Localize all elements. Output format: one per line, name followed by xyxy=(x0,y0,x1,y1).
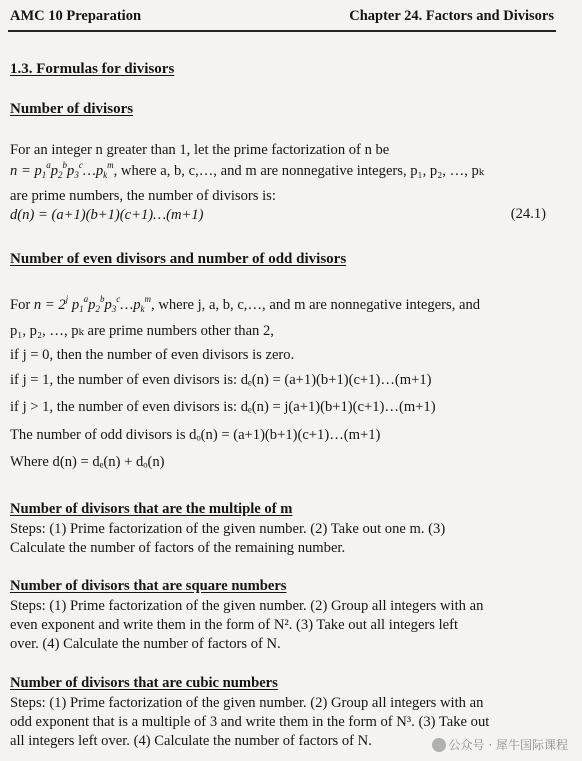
s2-line-3: if j = 0, then the number of even divisors is zero. xyxy=(10,347,295,363)
watermark-text: 公众号 · 犀牛国际课程 xyxy=(448,738,568,752)
heading-multiple-of-m: Number of divisors that are the multiple of m xyxy=(10,501,293,517)
s5-line-2: odd exponent that is a multiple of 3 and write them in the form of N³. (3) Take out xyxy=(10,714,490,730)
s1-line-2-text: , where a, b, c,…, and m are nonnegative integers, p₁, p₂, …, pₖ xyxy=(113,163,485,179)
heading-cubic-divisors: Number of divisors that are cubic numbers xyxy=(10,675,278,691)
s5-line-3: all integers left over. (4) Calculate the number of factors of N. xyxy=(10,733,372,749)
equation-number: (24.1) xyxy=(510,206,546,222)
s3-line-1: Steps: (1) Prime factorization of the given number. (2) Take out one m. (3) xyxy=(10,521,446,537)
s2-line-2: p₁, p₂, …, pₖ are prime numbers other than 2, xyxy=(10,323,274,339)
even-odd-factorization: $n = 2^j$ $p_1^ap_2^bp_3^c\dots p_k^m$ xyxy=(33,294,152,314)
divisor-count-formula: d(n) = (a+1)(b+1)(c+1)…(m+1) xyxy=(10,207,204,223)
s2-line-1-text: , where j, a, b, c,…, and m are nonnegative integers, and xyxy=(151,297,481,313)
prime-factorization-formula: $n = p_1^ap_2^bp_3^c\dots p_k^m$ xyxy=(10,160,114,180)
heading-square-divisors: Number of divisors that are square numbers xyxy=(10,578,287,594)
s2-line-7: Where d(n) = dₑ(n) + dₒ(n) xyxy=(10,454,165,470)
watermark xyxy=(432,736,568,753)
s1-line-3: are prime numbers, the number of divisors is: xyxy=(10,188,276,204)
s5-line-1: Steps: (1) Prime factorization of the given number. (2) Group all integers with an xyxy=(10,695,484,711)
s2-line-5: if j > 1, the number of even divisors is: dₑ(n) = j(a+1)(b+1)(c+1)…(m+1) xyxy=(10,399,436,415)
wechat-icon xyxy=(432,738,446,752)
heading-even-odd-divisors: Number of even divisors and number of odd divisors xyxy=(10,251,347,267)
heading-number-of-divisors: Number of divisors xyxy=(10,101,134,117)
s2-line-4: if j = 1, the number of even divisors is: dₑ(n) = (a+1)(b+1)(c+1)…(m+1) xyxy=(10,372,432,388)
s1-line-2 xyxy=(10,162,484,180)
header-chapter-title: Chapter 24. Factors and Divisors xyxy=(349,8,554,24)
s4-line-1: Steps: (1) Prime factorization of the given number. (2) Group all integers with an xyxy=(10,598,484,614)
header-book-title: AMC 10 Preparation xyxy=(10,8,142,24)
header-rule xyxy=(8,30,556,32)
s1-line-1: For an integer n greater than 1, let the prime factorization of n be xyxy=(10,142,390,158)
s4-line-3: over. (4) Calculate the number of factors of N. xyxy=(10,636,281,652)
section-heading: 1.3. Formulas for divisors xyxy=(10,61,175,77)
s2-line-6: The number of odd divisors is dₒ(n) = (a+1)(b+1)(c+1)…(m+1) xyxy=(10,427,381,443)
s3-line-2: Calculate the number of factors of the remaining number. xyxy=(10,540,346,556)
s4-line-2: even exponent and write them in the form of N². (3) Take out all integers left xyxy=(10,617,459,633)
s2-line-1: For $n = 2^j$ $p_1^ap_2^bp_3^c\dots p_k^m$, where j, a, b, c,…, and m are nonnegative integers, and xyxy=(10,294,481,314)
